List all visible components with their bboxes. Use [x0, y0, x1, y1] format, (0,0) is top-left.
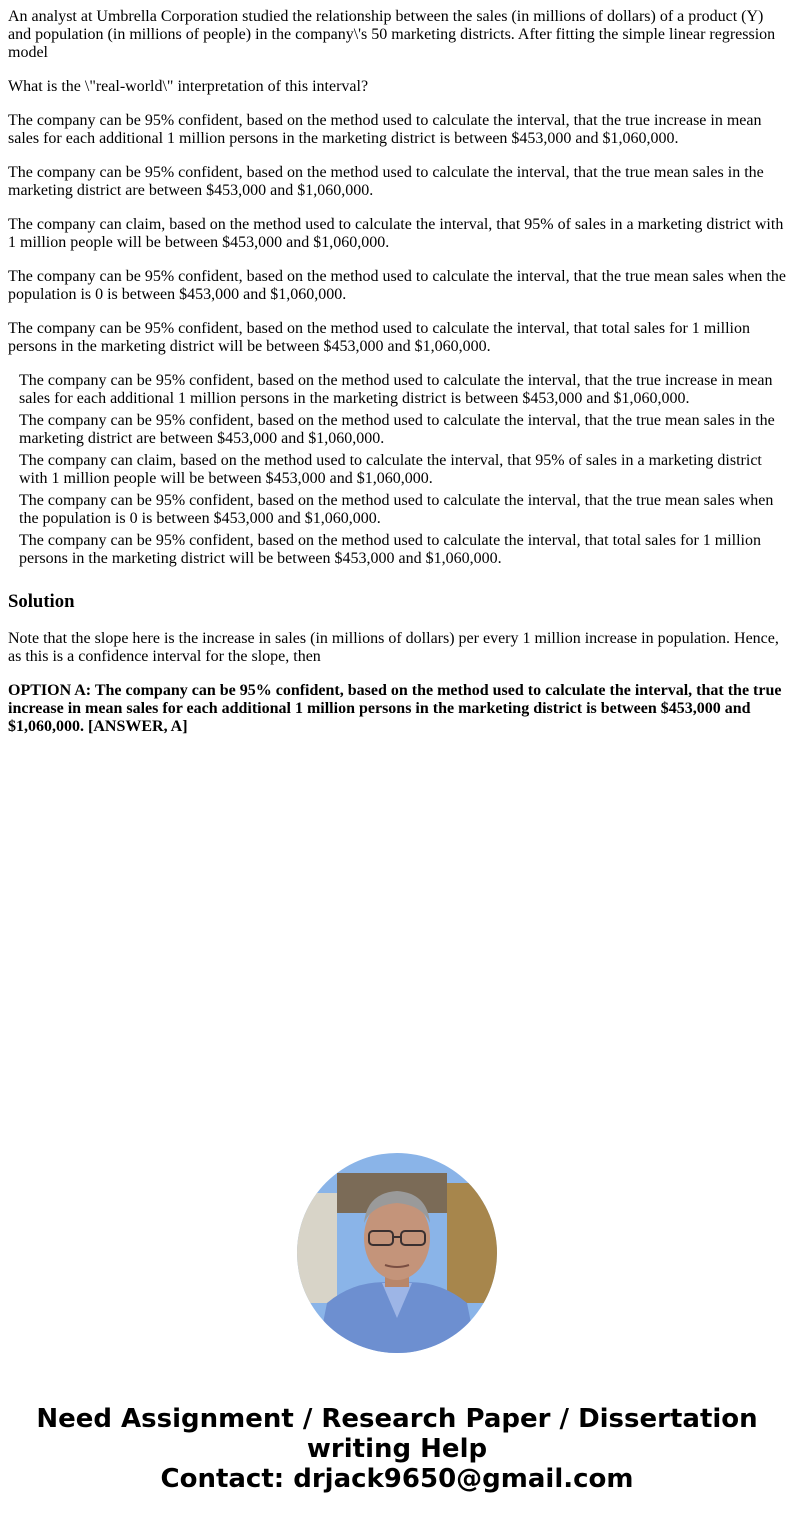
choice-list-item-d[interactable]: The company can be 95% confident, based on the method used to calculate the interval, that the true mean sales when the population is 0 is between $453,000 and $1,060,000.	[19, 492, 774, 527]
choice-list-item-e[interactable]: The company can be 95% confident, based on the method used to calculate the interval, that total sales for 1 million persons in the marketing district will be between $453,000 and $1,060,000.	[19, 532, 761, 567]
choice-paragraph-b: The company can be 95% confident, based on the method used to calculate the interval, that the true mean sales in the marketing district are between $453,000 and $1,060,000.	[8, 164, 764, 199]
question-intro: An analyst at Umbrella Corporation studied the relationship between the sales (in millions of dollars) of a product (Y) and population (in millions of people) in the company\'s 50 marketing districts. After fitting the simple linear regression model	[8, 8, 776, 61]
question-prompt: What is the \"real-world\" interpretation of this interval?	[8, 78, 369, 95]
choice-paragraph-a: The company can be 95% confident, based on the method used to calculate the interval, that the true increase in mean sales for each additional 1 million persons in the marketing district is between $453,000 and $1,060,000.	[8, 112, 762, 147]
choice-paragraph-e: The company can be 95% confident, based on the method used to calculate the interval, that total sales for 1 million persons in the marketing district will be between $453,000 and $1,060,000.	[8, 320, 750, 355]
choice-list	[8, 372, 786, 568]
choice-paragraph-d: The company can be 95% confident, based on the method used to calculate the interval, that the true mean sales when the population is 0 is between $453,000 and $1,060,000.	[8, 268, 786, 303]
footer-banner	[0, 1404, 794, 1494]
avatar-portrait	[297, 1153, 497, 1353]
solution-heading: Solution	[8, 591, 75, 612]
footer-line-contact[interactable]: Contact: drjack9650@gmail.com	[160, 1464, 634, 1494]
avatar	[297, 1153, 497, 1353]
footer-line-help: Need Assignment / Research Paper / Dissertation writing Help	[36, 1404, 758, 1464]
choice-list-item-b[interactable]: The company can be 95% confident, based on the method used to calculate the interval, that the true mean sales in the marketing district are between $453,000 and $1,060,000.	[19, 412, 775, 447]
solution-explanation: Note that the slope here is the increase in sales (in millions of dollars) per every 1 million increase in population. Hence, as this is a confidence interval for the slope, then	[8, 630, 779, 665]
document-body	[0, 0, 794, 736]
choice-list-item-a[interactable]: The company can be 95% confident, based on the method used to calculate the interval, that the true increase in mean sales for each additional 1 million persons in the marketing district is between $453,000 and $1,060,000.	[19, 372, 773, 407]
choice-list-item-c[interactable]: The company can claim, based on the method used to calculate the interval, that 95% of sales in a marketing district with 1 million people will be between $453,000 and $1,060,000.	[19, 452, 762, 487]
choice-paragraph-c: The company can claim, based on the method used to calculate the interval, that 95% of sales in a marketing district with 1 million people will be between $453,000 and $1,060,000.	[8, 216, 784, 251]
solution-answer: OPTION A: The company can be 95% confident, based on the method used to calculate the interval, that the true increase in mean sales for each additional 1 million persons in the marketing district is between $453,000 and $1,060,000. [ANSWER, A]	[8, 682, 782, 735]
